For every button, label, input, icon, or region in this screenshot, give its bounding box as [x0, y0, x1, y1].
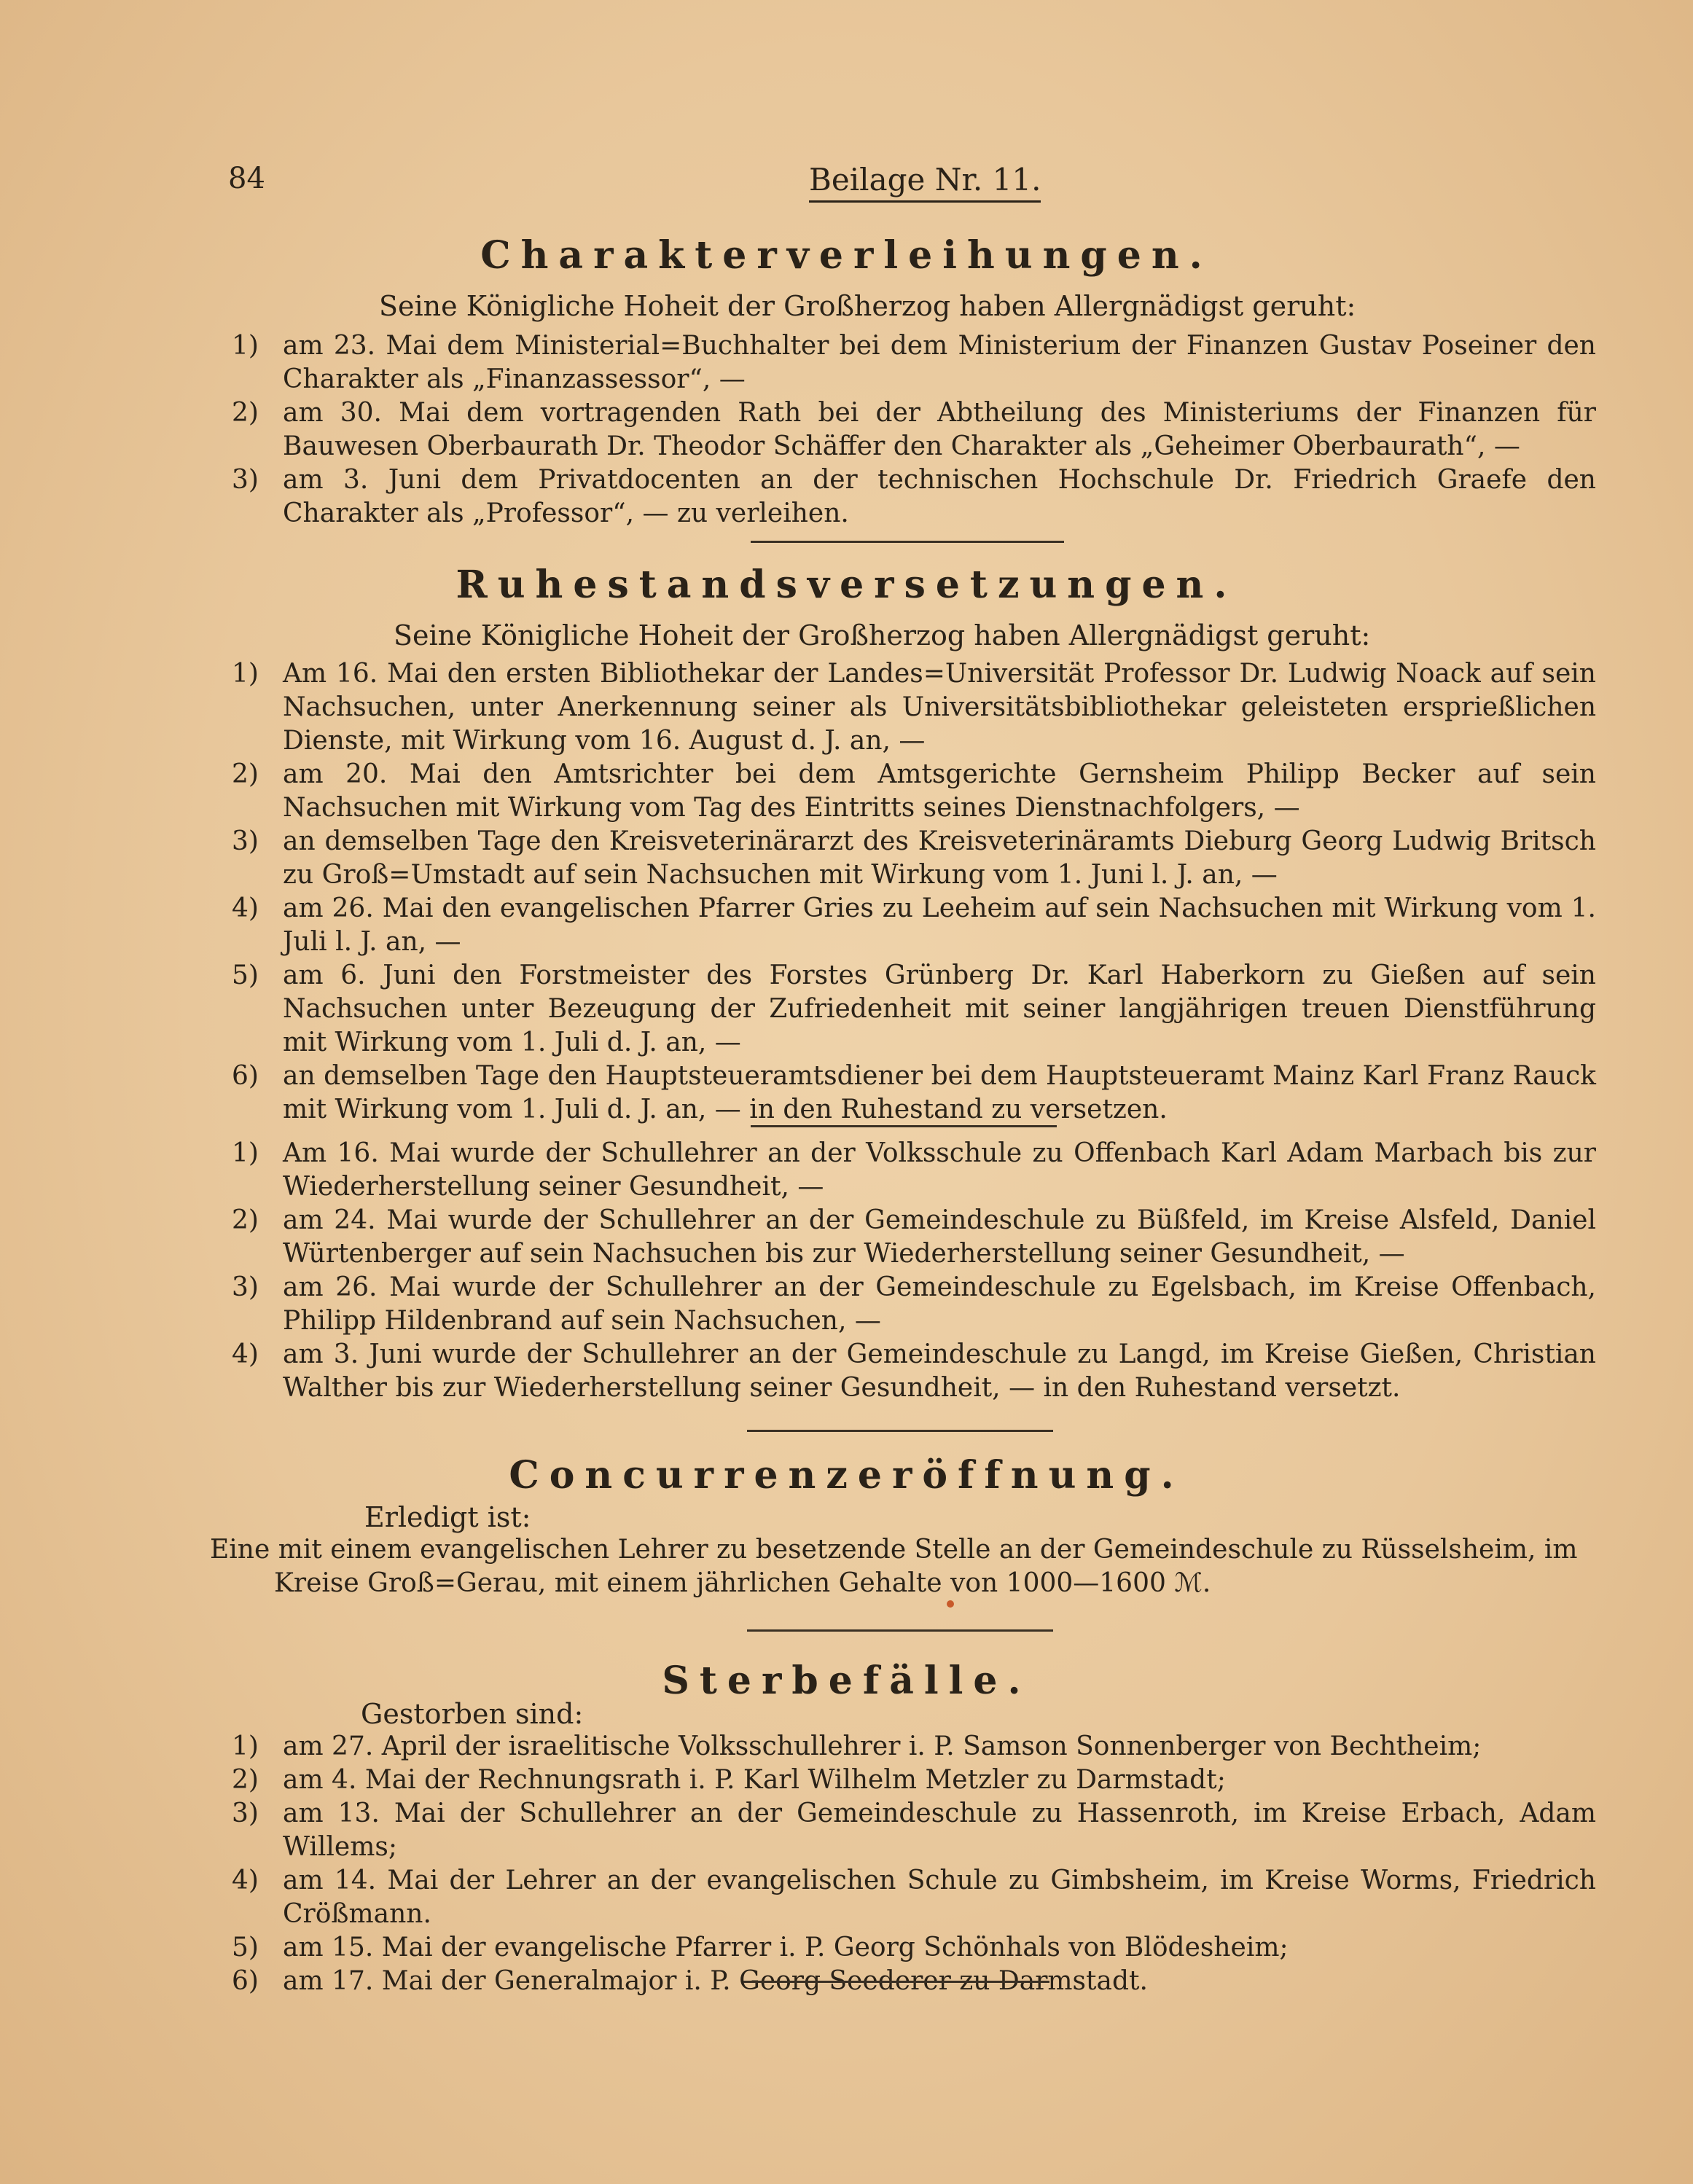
list-item [232, 329, 1596, 396]
ruhestand-list-schullehrer [232, 1137, 1596, 1405]
item-number: 2) [232, 1205, 259, 1235]
section-title-concurrenzeroeffnung: Concurrenzeröffnung. [509, 1453, 1184, 1498]
item-number: 2) [232, 398, 259, 428]
item-text: am 26. Mai wurde der Schullehrer an der Gemeindeschule zu Egelsbach, im Kreise Offenbach, Philipp Hildenbrand auf sein Nachsuchen, — [283, 1272, 1596, 1336]
item-number: 4) [232, 893, 259, 923]
item-text: Am 16. Mai wurde der Schullehrer an der Volksschule zu Offenbach Karl Adam Marbach bis zur Wiederherstellung seiner Gesundheit, — [283, 1138, 1596, 1202]
section-intro: Seine Königliche Hoheit der Großherzog haben Allergnädigst geruht: [394, 619, 1371, 651]
item-text: am 6. Juni den Forstmeister des Forstes Grünberg Dr. Karl Haberkorn zu Gießen auf sein Nachsuchen unter Bezeugung der Zufriedenheit mit seiner langjährigen treuen Dienstführung mit Wirkung vom 1. Juli d. J. an, — [283, 960, 1596, 1057]
ruhestand-list [232, 657, 1596, 1127]
item-number: 3) [232, 1799, 259, 1828]
list-item [232, 1764, 1596, 1797]
item-number: 2) [232, 759, 259, 789]
item-number: 5) [232, 1933, 259, 1962]
item-text: am 26. Mai den evangelischen Pfarrer Gries zu Leeheim auf sein Nachsuchen mit Wirkung vom 1. Juli l. J. an, — [283, 893, 1596, 957]
item-number: 1) [232, 331, 259, 361]
item-number: 6) [232, 1061, 259, 1091]
item-text: am 13. Mai der Schullehrer an der Gemeindeschule zu Hassenroth, im Kreise Erbach, Adam Willems; [283, 1799, 1596, 1862]
list-item [232, 1864, 1596, 1931]
item-number: 2) [232, 1765, 259, 1795]
list-item [232, 1271, 1596, 1338]
section-title-charakterverleihungen: Charakterverleihungen. [480, 233, 1213, 278]
list-item [232, 1060, 1596, 1127]
list-item [232, 758, 1596, 825]
item-text: an demselben Tage den Kreisveterinärarzt des Kreisveterinäramts Dieburg Georg Ludwig Britsch zu Groß=Umstadt auf sein Nachsuchen mit Wirkung vom 1. Juni l. J. an, — [283, 826, 1596, 890]
section-separator [751, 541, 1064, 543]
item-text: an demselben Tage den Hauptsteueramtsdiener bei dem Hauptsteueramt Mainz Karl Franz Rauck mit Wirkung vom 1. Juli d. J. an, — in den Ruhestand zu versetzen. [283, 1061, 1596, 1124]
item-number: 3) [232, 826, 259, 856]
section-separator [743, 1981, 1049, 1983]
concurrenz-text [210, 1533, 1596, 1600]
charakter-list [232, 329, 1596, 531]
item-number: 3) [232, 1272, 259, 1302]
item-text: am 15. Mai der evangelische Pfarrer i. P. Georg Schönhals von Blödesheim; [283, 1933, 1289, 1962]
list-item [232, 1137, 1596, 1204]
item-number: 1) [232, 1138, 259, 1168]
item-text: am 3. Juni wurde der Schullehrer an der Gemeindeschule zu Langd, im Kreise Gießen, Christian Walther bis zur Wiederherstellung seiner Gesundheit, — in den Ruhestand versetzt. [283, 1339, 1596, 1403]
item-number: 4) [232, 1866, 259, 1895]
item-text: am 27. April der israelitische Volksschullehrer i. P. Samson Sonnenberger von Bechtheim; [283, 1731, 1482, 1761]
section-title-sterbefaelle: Sterbefälle. [662, 1659, 1031, 1703]
item-number: 6) [232, 1966, 259, 1996]
list-item [232, 1204, 1596, 1271]
ink-mark [947, 1600, 954, 1608]
item-text: am 14. Mai der Lehrer an der evangelischen Schule zu Gimbsheim, im Kreise Worms, Friedrich Crößmann. [283, 1866, 1596, 1929]
list-item [232, 396, 1596, 463]
sterbe-list [232, 1730, 1596, 1998]
list-item [232, 1338, 1596, 1405]
list-item [232, 892, 1596, 959]
list-item [232, 463, 1596, 531]
item-text: am 20. Mai den Amtsrichter bei dem Amtsgerichte Gernsheim Philipp Becker auf sein Nachsuchen mit Wirkung vom Tag des Eintritts seines Dienstnachfolgers, — [283, 759, 1596, 823]
running-head: Beilage Nr. 11. [809, 162, 1041, 203]
item-text: am 24. Mai wurde der Schullehrer an der Gemeindeschule zu Büßfeld, im Kreise Alsfeld, Daniel Würtenberger auf sein Nachsuchen bis zur Wiederherstellung seiner Gesundheit, — [283, 1205, 1596, 1269]
concurrenz-line-2: Kreise Groß=Gerau, mit einem jährlichen Gehalte von 1000—1600 ℳ. [274, 1568, 1211, 1598]
item-number: 5) [232, 960, 259, 990]
list-item [232, 959, 1596, 1060]
item-text: Am 16. Mai den ersten Bibliothekar der Landes=Universität Professor Dr. Ludwig Noack auf sein Nachsuchen, unter Anerkennung seiner als Universitätsbibliothekar geleisteten ersprießlichen Dienste, mit Wirkung vom 16. August d. J. an, — [283, 659, 1596, 756]
item-number: 3) [232, 465, 259, 495]
item-number: 1) [232, 659, 259, 689]
section-separator [751, 1125, 1057, 1127]
section-intro: Seine Königliche Hoheit der Großherzog haben Allergnädigst geruht: [379, 290, 1356, 322]
section-intro: Erledigt ist: [364, 1501, 531, 1533]
list-item [232, 825, 1596, 892]
concurrenz-line-1: Eine mit einem evangelischen Lehrer zu besetzende Stelle an der Gemeindeschule zu Rüsselsheim, im [210, 1535, 1578, 1565]
section-separator [747, 1629, 1053, 1632]
item-text: am 30. Mai dem vortragenden Rath bei der Abtheilung des Ministeriums der Finanzen für Bauwesen Oberbaurath Dr. Theodor Schäffer den Charakter als „Geheimer Oberbaurath“, — [283, 398, 1596, 461]
item-number: 4) [232, 1339, 259, 1369]
list-item [232, 1931, 1596, 1965]
section-separator [747, 1430, 1053, 1432]
item-text: am 23. Mai dem Ministerial=Buchhalter bei dem Ministerium der Finanzen Gustav Poseiner den Charakter als „Finanzassessor“, — [283, 331, 1596, 394]
item-text: am 3. Juni dem Privatdocenten an der technischen Hochschule Dr. Friedrich Graefe den Charakter als „Professor“, — zu verleihen. [283, 465, 1596, 528]
page-number: 84 [228, 162, 265, 195]
item-text: am 4. Mai der Rechnungsrath i. P. Karl Wilhelm Metzler zu Darmstadt; [283, 1765, 1226, 1795]
list-item [232, 1797, 1596, 1864]
list-item [232, 1730, 1596, 1764]
section-intro: Gestorben sind: [361, 1698, 584, 1730]
section-title-ruhestandsversetzungen: Ruhestandsversetzungen. [455, 563, 1238, 607]
item-number: 1) [232, 1731, 259, 1761]
list-item [232, 657, 1596, 758]
item-text: am 17. Mai der Generalmajor i. P. Georg Seederer zu Darmstadt. [283, 1966, 1148, 1996]
